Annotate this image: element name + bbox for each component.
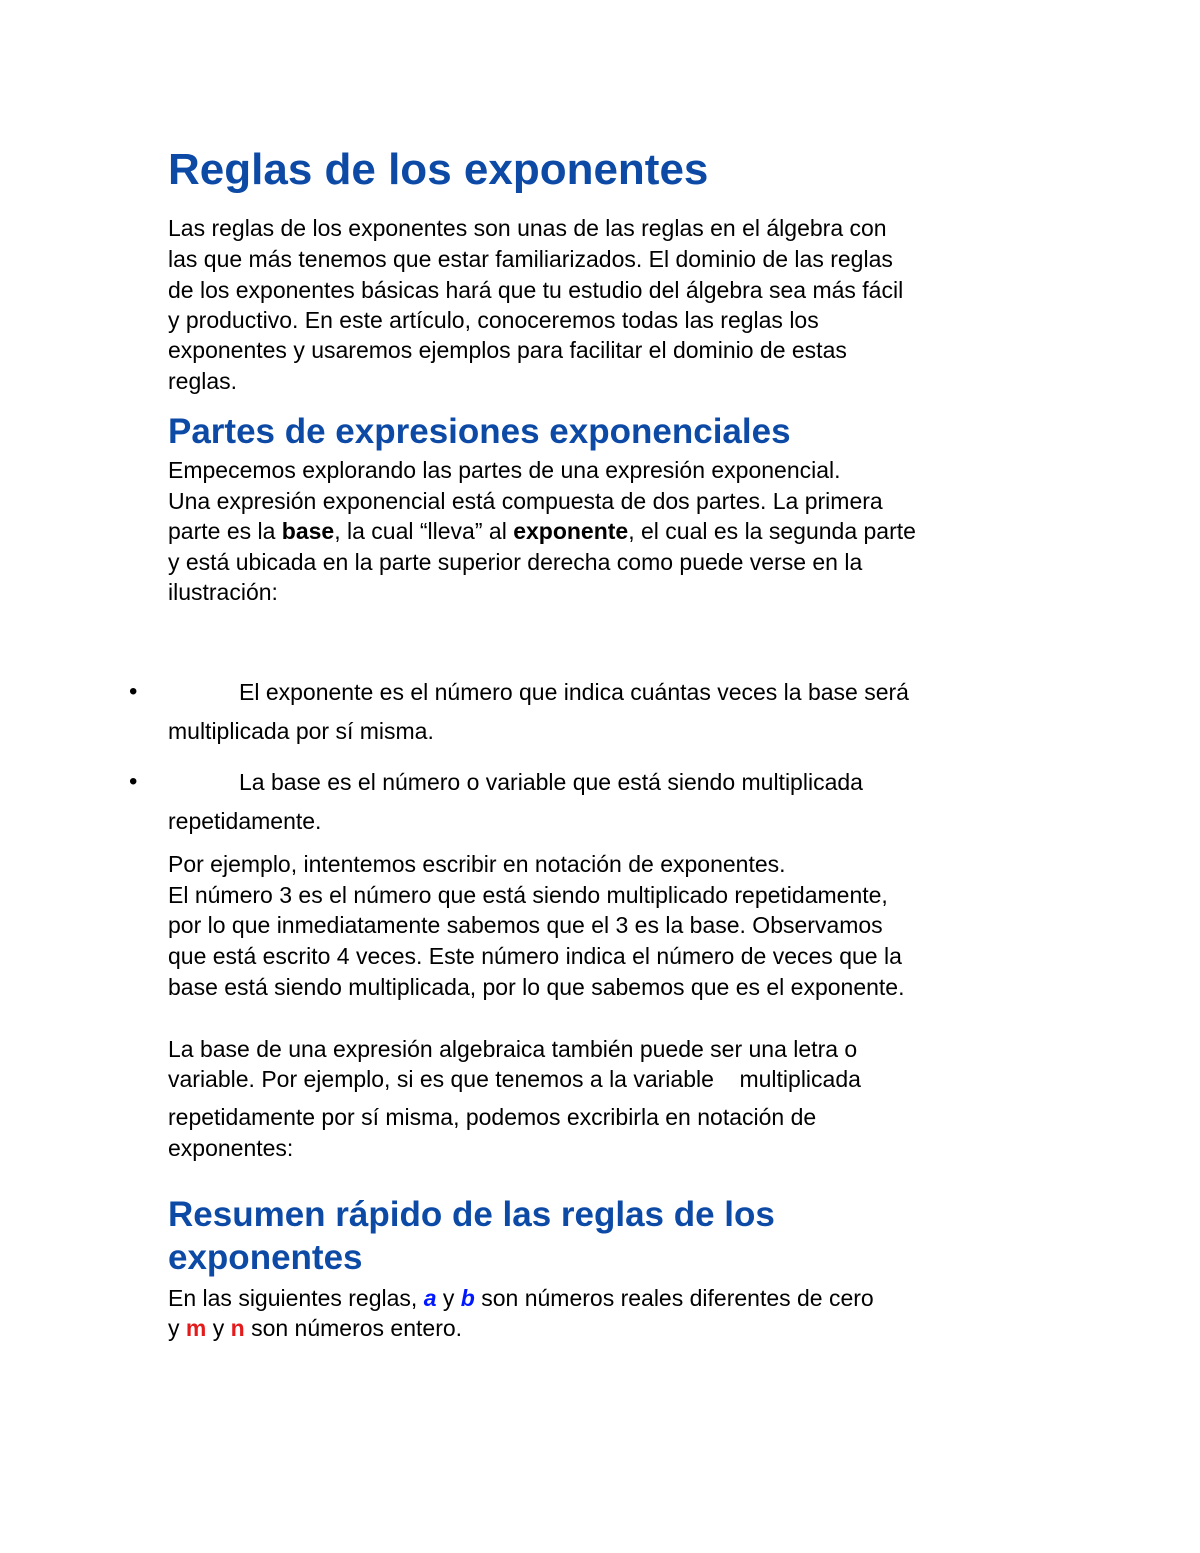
bullet-icon: •	[129, 678, 138, 705]
intro-line: de los exponentes básicas hará que tu estudio del álgebra sea más fácil	[168, 277, 904, 303]
intro-line: y productivo. En este artículo, conoceremos todas las reglas los	[168, 307, 819, 333]
parts-line: y está ubicada en la parte superior derecha como puede verse en la	[168, 549, 863, 575]
parts-line: ilustración:	[168, 579, 278, 605]
text-run: son números entero.	[244, 1315, 463, 1341]
bullet-line: El exponente es el número que indica cuántas veces la base será	[239, 679, 909, 705]
intro-line: Las reglas de los exponentes son unas de las reglas en el álgebra con	[168, 215, 887, 241]
text-run: parte es la	[168, 518, 282, 544]
bullet-line: La base es el número o variable que está siendo multiplicada	[239, 769, 863, 795]
example-line: por lo que inmediatamente sabemos que el 3 es la base. Observamos	[168, 912, 883, 938]
variable-b: b	[460, 1285, 475, 1311]
text-run: , el cual es la segunda parte	[628, 518, 916, 544]
text-run: , la cual “lleva” al	[334, 518, 514, 544]
text-run: y	[206, 1315, 231, 1341]
bullet-line: multiplicada por sí misma.	[168, 718, 434, 744]
example-line: Por ejemplo, intentemos escribir en notación de exponentes.	[168, 851, 786, 877]
section-heading-summary-cont: exponentes	[168, 1238, 363, 1277]
text-run: y	[436, 1285, 461, 1311]
text-run: y	[168, 1315, 186, 1341]
term-base: base	[281, 518, 335, 544]
parts-line: Una expresión exponencial está compuesta de dos partes. La primera	[168, 488, 883, 514]
text-run: son números reales diferentes de cero	[474, 1285, 874, 1311]
summary-line	[168, 1283, 1068, 1314]
variable-line: variable. Por ejemplo, si es que tenemos a la variable multiplicada	[168, 1066, 861, 1092]
bullet-line: repetidamente.	[168, 808, 322, 834]
parts-line: Empecemos explorando las partes de una expresión exponencial.	[168, 457, 841, 483]
intro-line: las que más tenemos que estar familiarizados. El dominio de las reglas	[168, 246, 893, 272]
variable-m: m	[185, 1315, 207, 1341]
intro-line: exponentes y usaremos ejemplos para facilitar el dominio de estas	[168, 337, 847, 363]
example-line: El número 3 es el número que está siendo multiplicado repetidamente,	[168, 882, 888, 908]
example-line: que está escrito 4 veces. Este número indica el número de veces que la	[168, 943, 902, 969]
variable-line: La base de una expresión algebraica también puede ser una letra o	[168, 1036, 858, 1062]
summary-line	[168, 1313, 1068, 1344]
bullet-icon: •	[129, 768, 138, 795]
variable-a: a	[423, 1285, 437, 1311]
intro-line: reglas.	[168, 368, 238, 394]
section-heading-summary: Resumen rápido de las reglas de los	[168, 1195, 775, 1234]
parts-line	[168, 516, 1068, 547]
term-exponente: exponente	[513, 518, 629, 544]
variable-line: repetidamente por sí misma, podemos excribirla en notación de	[168, 1104, 817, 1130]
example-line: base está siendo multiplicada, por lo que sabemos que es el exponente.	[168, 974, 905, 1000]
section-heading-parts: Partes de expresiones exponenciales	[168, 412, 791, 451]
variable-n: n	[230, 1315, 245, 1341]
text-run: En las siguientes reglas,	[168, 1285, 424, 1311]
variable-line: exponentes:	[168, 1135, 294, 1161]
page-title: Reglas de los exponentes	[168, 145, 709, 194]
